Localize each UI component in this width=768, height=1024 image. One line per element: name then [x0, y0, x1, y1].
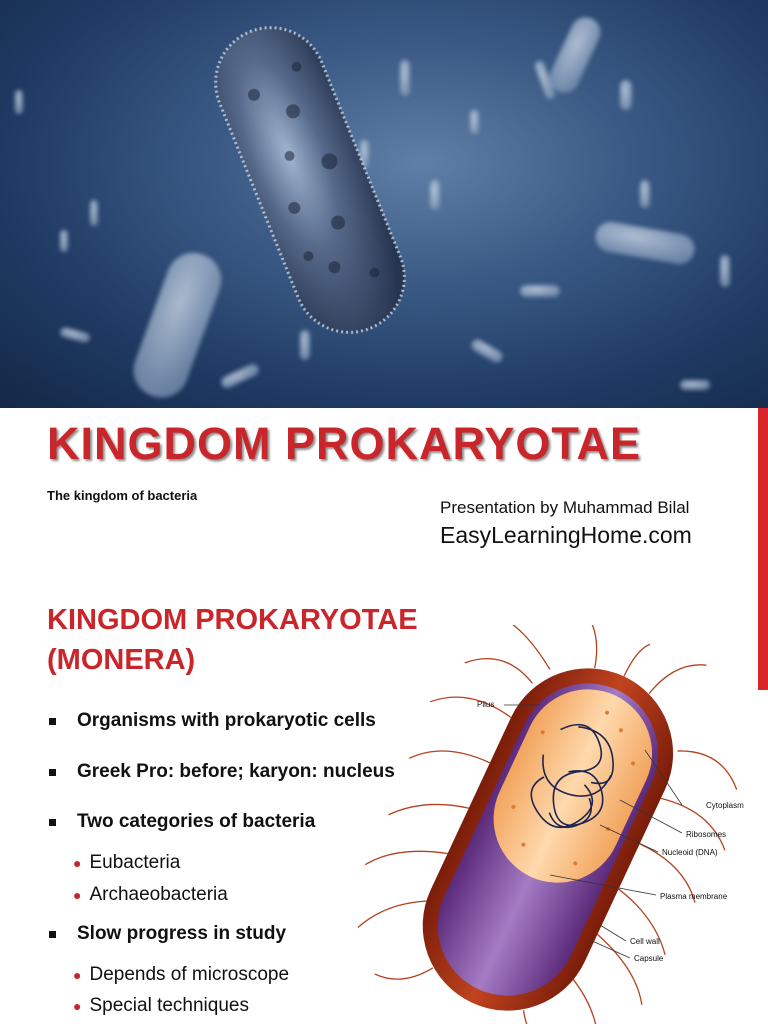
square-bullet-icon [49, 769, 56, 776]
section-heading-line1: KINGDOM PROKARYOTAE [47, 604, 418, 636]
sub-bullet-text: Depends of microscope [89, 964, 290, 985]
sub-bullet-item [73, 964, 289, 986]
square-bullet-icon [49, 931, 56, 938]
sub-bullet-text: Eubacteria [89, 852, 181, 873]
website-name: EasyLearningHome.com [440, 522, 692, 548]
bullet-text: Greek Pro: before; karyon: nucleus [77, 761, 395, 782]
sub-bullet-item [73, 995, 249, 1017]
bullet-item [47, 923, 286, 945]
label-pilus: Pilus [477, 700, 495, 709]
sub-bullet-text: Archaeobacteria [89, 884, 228, 905]
label-capsule: Capsule [634, 954, 664, 963]
bullet-item [47, 811, 315, 833]
round-bullet-icon: ● [73, 967, 82, 983]
square-bullet-icon [49, 819, 56, 826]
presenter-credit: Presentation by Muhammad Bilal [440, 498, 690, 517]
round-bullet-icon: ● [73, 887, 82, 903]
bullet-text: Organisms with prokaryotic cells [77, 710, 376, 731]
red-accent-bar [758, 408, 768, 690]
bacteria-hero-image [0, 0, 768, 408]
label-plasma-membrane: Plasma membrane [660, 892, 728, 901]
sub-bullet-item [73, 884, 228, 906]
round-bullet-icon: ● [73, 855, 82, 871]
slide-subtitle: The kingdom of bacteria [47, 488, 198, 503]
label-cytoplasm: Cytoplasm [706, 801, 744, 810]
sub-bullet-item [73, 852, 180, 874]
bullet-text: Slow progress in study [77, 923, 287, 944]
bullet-text: Two categories of bacteria [77, 811, 316, 832]
label-cell-wall: Cell wall [630, 937, 660, 946]
sub-bullet-text: Special techniques [89, 995, 249, 1016]
bacteria-illustration [0, 0, 768, 408]
section-heading-line2: (MONERA) [47, 644, 196, 676]
slide-title: KINGDOM PROKARYOTAE [47, 418, 642, 469]
round-bullet-icon: ● [73, 998, 82, 1014]
label-nucleoid: Nucleoid (DNA) [662, 848, 718, 857]
prokaryotic-cell-diagram [300, 625, 758, 1024]
label-ribosomes: Ribosomes [686, 830, 727, 839]
square-bullet-icon [49, 718, 56, 725]
